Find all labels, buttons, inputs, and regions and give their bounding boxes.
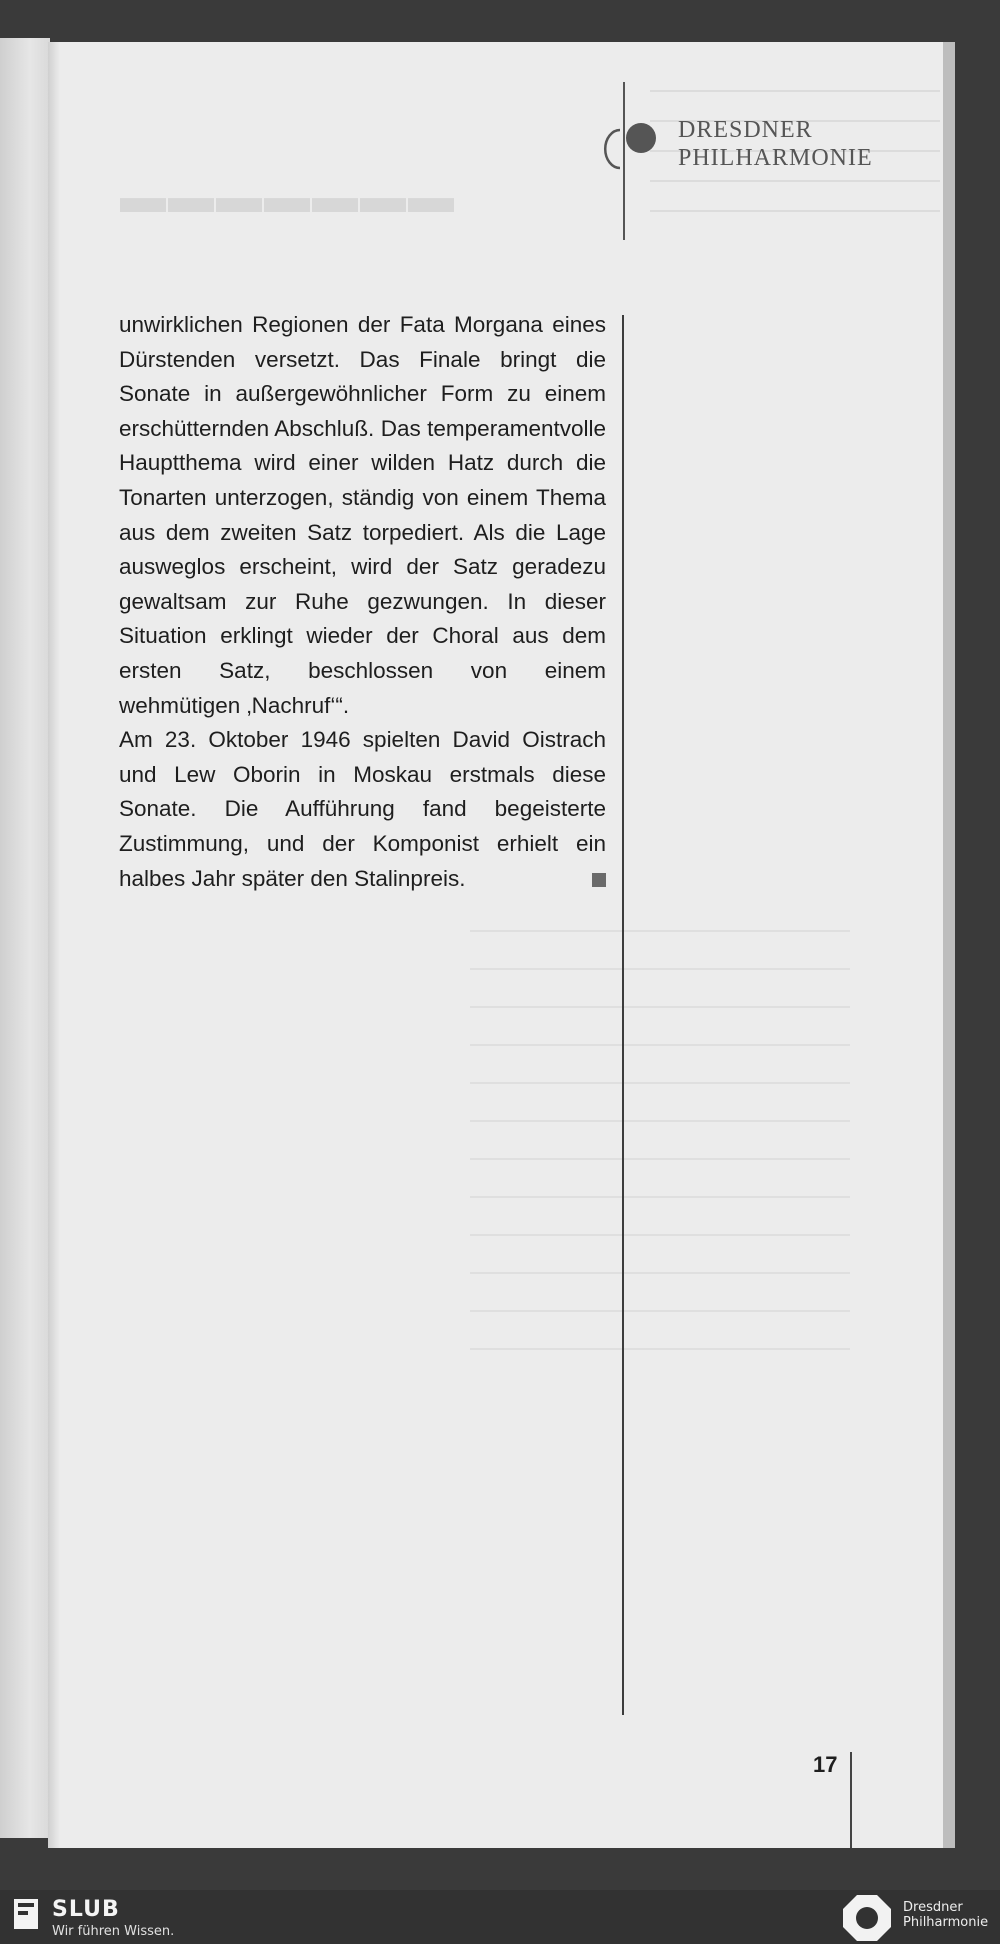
partner-name[interactable] (903, 1900, 988, 1930)
paragraph: unwirklichen Regionen der Fata Morgana eines Dürstenden versetzt. Das Finale bringt die Sonate in außergewöhnlicher Form zu einem erschütternden Abschluß. Das temperamentvolle Hauptthema wird einer wilden Hatz durch die Tonarten unterzogen, ständig von einem Thema aus dem zweiten Satz torpediert. Als die Lage ausweglos erscheint, wird der Satz geradezu gewaltsam zur Ruhe gezwungen. In dieser Situation erklingt wieder der Choral aus dem ersten Satz, beschlossen von einem wehmütigen ‚Nachruf‘“. (119, 312, 606, 718)
logo-wordmark (678, 116, 873, 172)
body-text (119, 308, 606, 896)
dresdner-philharmonie-footer-icon[interactable] (842, 1894, 892, 1942)
previous-page-edge (0, 38, 50, 1838)
end-of-article-marker (592, 873, 606, 887)
paragraph-text: Am 23. Oktober 1946 spielten David Oistrach und Lew Oborin in Moskau erstmals diese Sonate. Die Aufführung fand begeisterte Zustimmung, und der Komponist erhielt ein halbes Jahr später den Stalinpreis. (119, 727, 606, 891)
slub-name[interactable]: SLUB (52, 1897, 120, 1922)
logo-line-2: PHILHARMONIE (678, 145, 873, 171)
page-number-rule (850, 1752, 852, 1848)
slub-tagline: Wir führen Wissen. (52, 1924, 175, 1939)
partner-name-line-2: Philharmonie (903, 1915, 989, 1930)
page-right-rim (943, 42, 955, 1848)
dp-logo-icon (588, 82, 658, 242)
slub-logo-icon[interactable] (14, 1899, 38, 1929)
paragraph (119, 723, 606, 896)
column-divider (622, 315, 624, 1715)
logo-line-1: DRESDNER (678, 117, 813, 143)
page-number: 17 (813, 1752, 838, 1777)
page-gutter-shadow (48, 42, 60, 1848)
dresdner-philharmonie-logo (588, 82, 873, 242)
show-through-heading: ▬▬▬▬▬▬▬ (120, 171, 456, 222)
show-through-lines (470, 930, 850, 1386)
partner-name-line-1: Dresdner (903, 1900, 963, 1915)
